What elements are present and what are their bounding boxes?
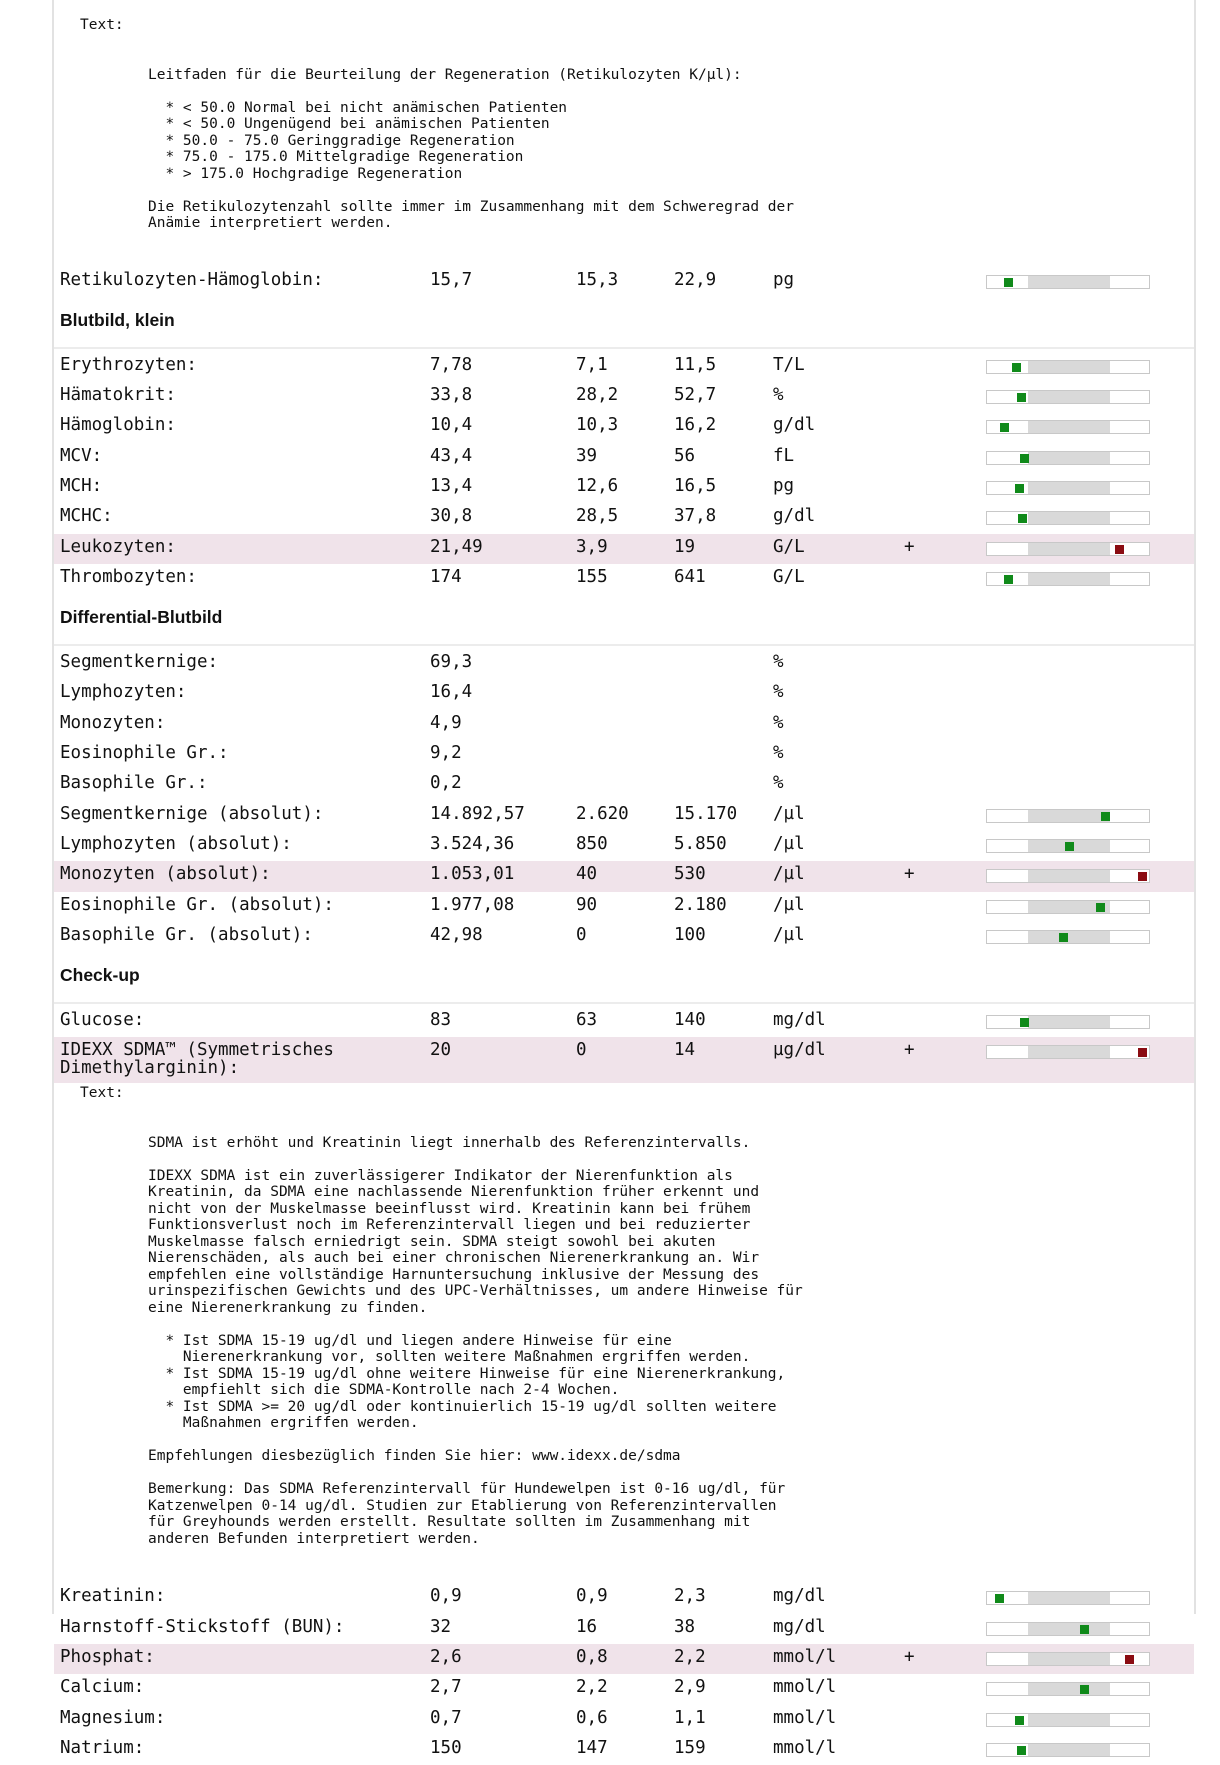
ref-high: 140 (674, 1010, 706, 1031)
reference-band (1028, 931, 1110, 943)
section-header-differential (54, 594, 1194, 646)
result-row-sdma (54, 1037, 1194, 1083)
range-marker (1096, 903, 1105, 912)
range-marker (1138, 1048, 1147, 1057)
result-value: 150 (430, 1737, 462, 1758)
reference-band (1028, 543, 1110, 555)
lab-report (52, 0, 1196, 1758)
note-line: Leitfaden für die Beurteilung der Regeneration (Retikulozyten K/µl): (148, 66, 742, 83)
result-row (54, 473, 1194, 503)
reference-band (1028, 573, 1110, 585)
result-value: 33,8 (430, 385, 473, 406)
result-row (54, 801, 1194, 831)
flag-indicator: + (904, 536, 915, 557)
range-bar (986, 420, 1150, 434)
unit: /µl (773, 864, 805, 885)
test-name: IDEXX SDMA™ (Symmetrisches Dimethylarginin): (60, 1040, 334, 1079)
ref-high: 16,5 (674, 475, 717, 496)
ref-high: 16,2 (674, 415, 717, 436)
result-value: 20 (430, 1040, 452, 1061)
test-name: MCV: (60, 445, 103, 466)
ref-low: 40 (576, 864, 598, 885)
range-marker (1065, 842, 1074, 851)
result-value: 32 (430, 1616, 452, 1637)
ref-high: 159 (674, 1737, 706, 1758)
result-row (54, 1614, 1194, 1644)
range-bar (986, 451, 1150, 465)
unit: G/L (773, 536, 805, 557)
result-row (54, 267, 1194, 297)
result-row (54, 412, 1194, 442)
range-bar (986, 1015, 1150, 1029)
test-name: Hämoglobin: (60, 415, 176, 436)
ref-low: 0 (576, 1040, 587, 1061)
note-line: eine Nierenerkrankung zu finden. (148, 1299, 428, 1316)
test-name: Monozyten (absolut): (60, 864, 271, 885)
reference-band (1028, 512, 1110, 524)
reference-band (1028, 361, 1110, 373)
result-row (54, 1735, 1194, 1765)
ref-high: 100 (674, 924, 706, 945)
range-bar (986, 930, 1150, 944)
range-bar (986, 1713, 1150, 1727)
ref-low: 2,2 (576, 1677, 608, 1698)
range-bar (986, 1682, 1150, 1696)
range-marker (1125, 1655, 1134, 1664)
reference-band (1028, 1592, 1110, 1604)
range-marker (1017, 393, 1026, 402)
range-marker (1000, 423, 1009, 432)
ref-high: 19 (674, 536, 696, 557)
note-line: * 50.0 - 75.0 Geringgradige Regeneration (148, 132, 515, 149)
note-line (148, 182, 1194, 199)
ref-low: 16 (576, 1616, 598, 1637)
result-row (54, 1674, 1194, 1704)
ref-low: 28,5 (576, 506, 619, 527)
note-line: Die Retikulozytenzahl sollte immer im Zusammenhang mit dem Schweregrad der (148, 198, 795, 215)
note-line: * Ist SDMA 15-19 ug/dl ohne weitere Hinweise für eine Nierenerkrankung, (148, 1365, 786, 1382)
result-value: 9,2 (430, 743, 462, 764)
result-value: 4,9 (430, 712, 462, 733)
section-title: Blutbild, klein (60, 309, 175, 330)
result-row (54, 503, 1194, 533)
reference-band (1028, 1016, 1110, 1028)
test-name: Thrombozyten: (60, 566, 197, 587)
note-line: für Greyhounds werden erstellt. Resultate sollten im Zusammenhang mit (148, 1514, 751, 1531)
test-name: Hämatokrit: (60, 385, 176, 406)
unit: mg/dl (773, 1010, 826, 1031)
note-label: Text: (80, 17, 124, 33)
result-row (54, 649, 1194, 679)
range-marker (1015, 484, 1024, 493)
result-value: 21,49 (430, 536, 483, 557)
note-label: Text: (80, 1085, 124, 1102)
test-name: MCH: (60, 475, 103, 496)
range-marker (1138, 872, 1147, 881)
ref-high: 15.170 (674, 803, 738, 824)
result-row (54, 1705, 1194, 1735)
result-value: 16,4 (430, 682, 473, 703)
test-name: Natrium: (60, 1737, 145, 1758)
result-row (54, 770, 1194, 800)
ref-high: 14 (674, 1040, 696, 1061)
unit: mmol/l (773, 1677, 837, 1698)
note-line: empfehlen eine vollständige Harnuntersuchung inklusive der Messung des (148, 1266, 760, 1283)
ref-low: 3,9 (576, 536, 608, 557)
reference-band (1028, 1623, 1110, 1635)
ref-low: 155 (576, 566, 608, 587)
unit: % (773, 773, 784, 794)
unit: % (773, 682, 784, 703)
unit: mmol/l (773, 1647, 837, 1668)
ref-low: 15,3 (576, 269, 619, 290)
result-value: 3.524,36 (430, 833, 515, 854)
range-marker (1017, 1746, 1026, 1755)
note-body (148, 1135, 1194, 1548)
result-value: 43,4 (430, 445, 473, 466)
result-value: 7,78 (430, 354, 473, 375)
ref-low: 0,9 (576, 1586, 608, 1607)
result-row (54, 922, 1194, 952)
flag-indicator: + (904, 1647, 915, 1668)
note-line (148, 1465, 1194, 1482)
result-value: 1.053,01 (430, 864, 515, 885)
ref-high: 5.850 (674, 833, 727, 854)
test-name: Magnesium: (60, 1707, 166, 1728)
note-line: Bemerkung: Das SDMA Referenzintervall für Hundewelpen ist 0-16 ug/dl, für (148, 1481, 786, 1498)
ref-low: 2.620 (576, 803, 629, 824)
section-title: Differential-Blutbild (60, 607, 223, 628)
ref-high: 2.180 (674, 894, 727, 915)
test-name: Monozyten: (60, 712, 166, 733)
note-line: empfiehlt sich die SDMA-Kontrolle nach 2-4 Wochen. (148, 1382, 620, 1399)
range-bar (986, 900, 1150, 914)
unit: mg/dl (773, 1586, 826, 1607)
range-marker (1015, 1716, 1024, 1725)
test-name: Segmentkernige (absolut): (60, 803, 324, 824)
ref-low: 850 (576, 833, 608, 854)
note-line: urinspezifischen Gewichts und des UPC-Verhältnisses, um andere Hinweise für (148, 1283, 803, 1300)
range-bar (986, 511, 1150, 525)
unit: % (773, 743, 784, 764)
test-name: Eosinophile Gr. (absolut): (60, 894, 334, 915)
result-row (54, 1007, 1194, 1037)
test-name: MCHC: (60, 506, 113, 527)
ref-low: 147 (576, 1737, 608, 1758)
note-line: * 75.0 - 175.0 Mittelgradige Regeneration (148, 149, 524, 165)
range-marker (1018, 514, 1027, 523)
unit: % (773, 712, 784, 733)
unit: T/L (773, 354, 805, 375)
note-line: Anämie interpretiert werden. (148, 215, 393, 231)
unit: pg (773, 475, 795, 496)
range-marker (1004, 575, 1013, 584)
result-row (54, 564, 1194, 594)
note-line (148, 1316, 1194, 1333)
reference-band (1028, 276, 1110, 288)
note-line (148, 83, 1194, 100)
ref-high: 22,9 (674, 269, 717, 290)
unit: % (773, 385, 784, 406)
unit: fL (773, 445, 795, 466)
ref-low: 12,6 (576, 475, 619, 496)
range-marker (1004, 278, 1013, 287)
result-row (54, 443, 1194, 473)
test-name: Lymphozyten: (60, 682, 187, 703)
reference-band (1028, 810, 1110, 822)
ref-high: 641 (674, 566, 706, 587)
range-bar (986, 542, 1150, 556)
result-value: 15,7 (430, 269, 473, 290)
ref-low: 0 (576, 924, 587, 945)
ref-high: 56 (674, 445, 696, 466)
ref-high: 2,2 (674, 1647, 706, 1668)
test-name: Erythrozyten: (60, 354, 197, 375)
range-marker (995, 1594, 1004, 1603)
ref-high: 1,1 (674, 1707, 706, 1728)
unit: pg (773, 269, 795, 290)
test-name: Phosphat: (60, 1647, 155, 1668)
reference-band (1028, 391, 1110, 403)
ref-high: 38 (674, 1616, 696, 1637)
ref-high: 530 (674, 864, 706, 885)
section-title: Check-up (60, 965, 140, 986)
note-line: SDMA ist erhöht und Kreatinin liegt innerhalb des Referenzintervalls. (148, 1134, 751, 1151)
checkup-rows (54, 1580, 1194, 1765)
reference-band (1028, 1653, 1110, 1665)
test-name: Calcium: (60, 1677, 145, 1698)
note-body (148, 67, 1194, 232)
unit: /µl (773, 803, 805, 824)
result-value: 174 (430, 566, 462, 587)
test-name: Harnstoff-Stickstoff (BUN): (60, 1616, 345, 1637)
range-bar (986, 360, 1150, 374)
range-bar (986, 275, 1150, 289)
note-line: Nierenschäden, als auch bei einer chronischen Nierenerkrankung an. Wir (148, 1250, 760, 1267)
unit: /µl (773, 833, 805, 854)
note-line: nicht von der Muskelmasse beeinflusst wird. Kreatinin kann bei frühem (148, 1200, 751, 1217)
result-row (54, 892, 1194, 922)
range-marker (1012, 363, 1021, 372)
result-value: 14.892,57 (430, 803, 525, 824)
ref-low: 39 (576, 445, 598, 466)
reference-band (1028, 421, 1110, 433)
note-line: Empfehlungen diesbezüglich finden Sie hier: www.idexx.de/sdma (148, 1448, 681, 1465)
reference-band (1028, 482, 1110, 494)
result-value: 42,98 (430, 924, 483, 945)
note-line: * Ist SDMA 15-19 ug/dl und liegen andere Hinweise für eine (148, 1332, 672, 1349)
ref-low: 10,3 (576, 415, 619, 436)
unit: % (773, 652, 784, 673)
ref-high: 37,8 (674, 506, 717, 527)
result-row (54, 352, 1194, 382)
range-marker (1101, 812, 1110, 821)
range-bar (986, 809, 1150, 823)
flag-indicator: + (904, 1040, 915, 1061)
note-line: Maßnahmen ergriffen werden. (148, 1415, 419, 1432)
unit: mg/dl (773, 1616, 826, 1637)
range-marker (1080, 1625, 1089, 1634)
unit: µg/dl (773, 1040, 826, 1061)
unit: g/dl (773, 506, 816, 527)
range-marker (1115, 545, 1124, 554)
test-name: Basophile Gr. (absolut): (60, 924, 313, 945)
reference-band (1028, 1744, 1110, 1756)
note-line: Kreatinin, da SDMA eine nachlassende Nierenfunktion früher erkennt und (148, 1184, 760, 1201)
range-marker (1020, 454, 1029, 463)
result-value: 69,3 (430, 652, 473, 673)
section-header-checkup (54, 952, 1194, 1004)
note-line: * Ist SDMA >= 20 ug/dl oder kontinuierlich 15-19 ug/dl sollten weitere (148, 1398, 777, 1415)
retic-guideline-note (54, 17, 1194, 265)
note-line: * < 50.0 Ungenügend bei anämischen Patienten (148, 116, 550, 132)
result-value: 0,7 (430, 1707, 462, 1728)
range-bar (986, 1652, 1150, 1666)
result-row (54, 1644, 1194, 1674)
range-bar (986, 1743, 1150, 1757)
test-name: Kreatinin: (60, 1586, 166, 1607)
ref-low: 7,1 (576, 354, 608, 375)
flag-indicator: + (904, 864, 915, 885)
test-name: Basophile Gr.: (60, 773, 208, 794)
range-bar (986, 1591, 1150, 1605)
note-line: Funktionsverlust noch im Referenzintervall liegen und bei reduzierter (148, 1217, 751, 1234)
range-marker (1059, 933, 1068, 942)
ref-low: 28,2 (576, 385, 619, 406)
note-line: Katzenwelpen 0-14 ug/dl. Studien zur Etablierung von Referenzintervallen (148, 1497, 777, 1514)
range-marker (1020, 1018, 1029, 1027)
result-value: 0,2 (430, 773, 462, 794)
test-name: Eosinophile Gr.: (60, 743, 229, 764)
result-value: 13,4 (430, 475, 473, 496)
unit: mmol/l (773, 1737, 837, 1758)
unit: g/dl (773, 415, 816, 436)
unit: /µl (773, 894, 805, 915)
ref-high: 2,9 (674, 1677, 706, 1698)
test-name: Leukozyten: (60, 536, 176, 557)
note-line: IDEXX SDMA ist ein zuverlässigerer Indikator der Nierenfunktion als (148, 1167, 733, 1184)
test-name: Glucose: (60, 1010, 145, 1031)
range-bar (986, 572, 1150, 586)
result-value: 2,6 (430, 1647, 462, 1668)
note-line: * > 175.0 Hochgradige Regeneration (148, 165, 463, 182)
result-row (54, 1583, 1194, 1613)
ref-high: 11,5 (674, 354, 717, 375)
range-bar (986, 869, 1150, 883)
reference-band (1028, 1046, 1110, 1058)
result-row (54, 679, 1194, 709)
range-bar (986, 1622, 1150, 1636)
blutbild-rows (54, 349, 1194, 594)
reference-band (1028, 1683, 1110, 1695)
ref-low: 90 (576, 894, 598, 915)
result-row (54, 710, 1194, 740)
range-bar (986, 481, 1150, 495)
unit: /µl (773, 924, 805, 945)
result-value: 83 (430, 1010, 452, 1031)
range-bar (986, 1045, 1150, 1059)
range-bar (986, 390, 1150, 404)
note-line (148, 1432, 1194, 1449)
result-row (54, 740, 1194, 770)
test-name: Segmentkernige: (60, 652, 219, 673)
differential-rows (54, 646, 1194, 952)
reference-band (1028, 870, 1110, 882)
result-row (54, 831, 1194, 861)
result-row (54, 861, 1194, 891)
result-value: 10,4 (430, 415, 473, 436)
sdma-note (54, 1085, 1194, 1580)
reference-band (1028, 452, 1110, 464)
ref-high: 52,7 (674, 385, 717, 406)
note-line (148, 1151, 1194, 1168)
section-header-blutbild (54, 297, 1194, 349)
ref-low: 0,6 (576, 1707, 608, 1728)
ref-high: 2,3 (674, 1586, 706, 1607)
unit: mmol/l (773, 1707, 837, 1728)
note-line: Muskelmasse falsch erniedrigt sein. SDMA steigt sowohl bei akuten (148, 1233, 716, 1250)
unit: G/L (773, 566, 805, 587)
test-name: Retikulozyten-Hämoglobin: (60, 269, 324, 290)
note-line: * < 50.0 Normal bei nicht anämischen Patienten (148, 99, 568, 116)
result-value: 2,7 (430, 1677, 462, 1698)
result-row (54, 382, 1194, 412)
result-row (54, 534, 1194, 564)
note-line: Nierenerkrankung vor, sollten weitere Maßnahmen ergriffen werden. (148, 1349, 751, 1366)
range-bar (986, 839, 1150, 853)
result-value: 1.977,08 (430, 894, 515, 915)
ref-low: 63 (576, 1010, 598, 1031)
result-value: 0,9 (430, 1586, 462, 1607)
result-value: 30,8 (430, 506, 473, 527)
reference-band (1028, 1714, 1110, 1726)
note-line: anderen Befunden interpretiert werden. (148, 1530, 480, 1547)
ref-low: 0,8 (576, 1647, 608, 1668)
range-marker (1080, 1685, 1089, 1694)
test-name: Lymphozyten (absolut): (60, 833, 292, 854)
